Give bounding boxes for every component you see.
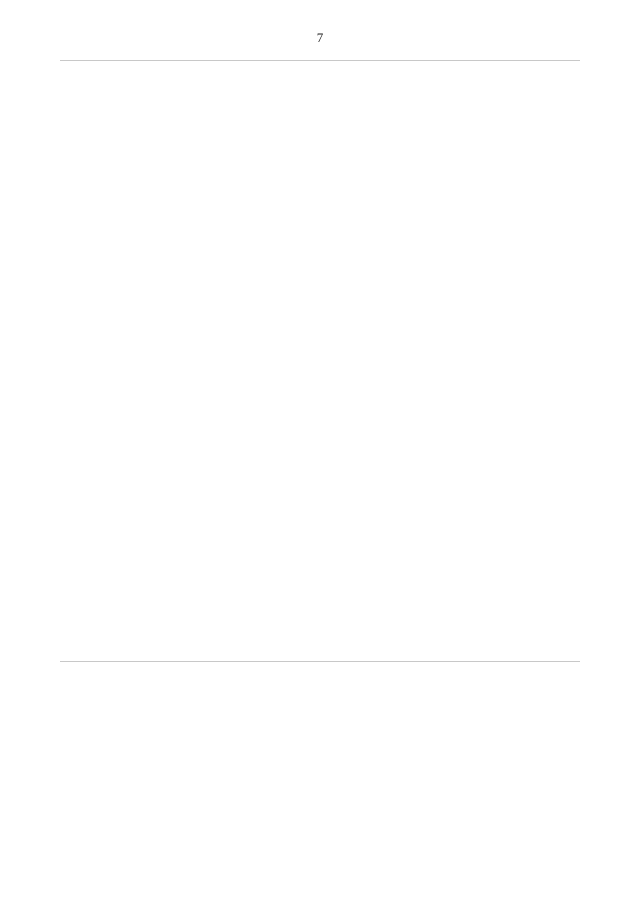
document-body xyxy=(60,60,580,662)
page-number: 7 xyxy=(316,30,324,45)
